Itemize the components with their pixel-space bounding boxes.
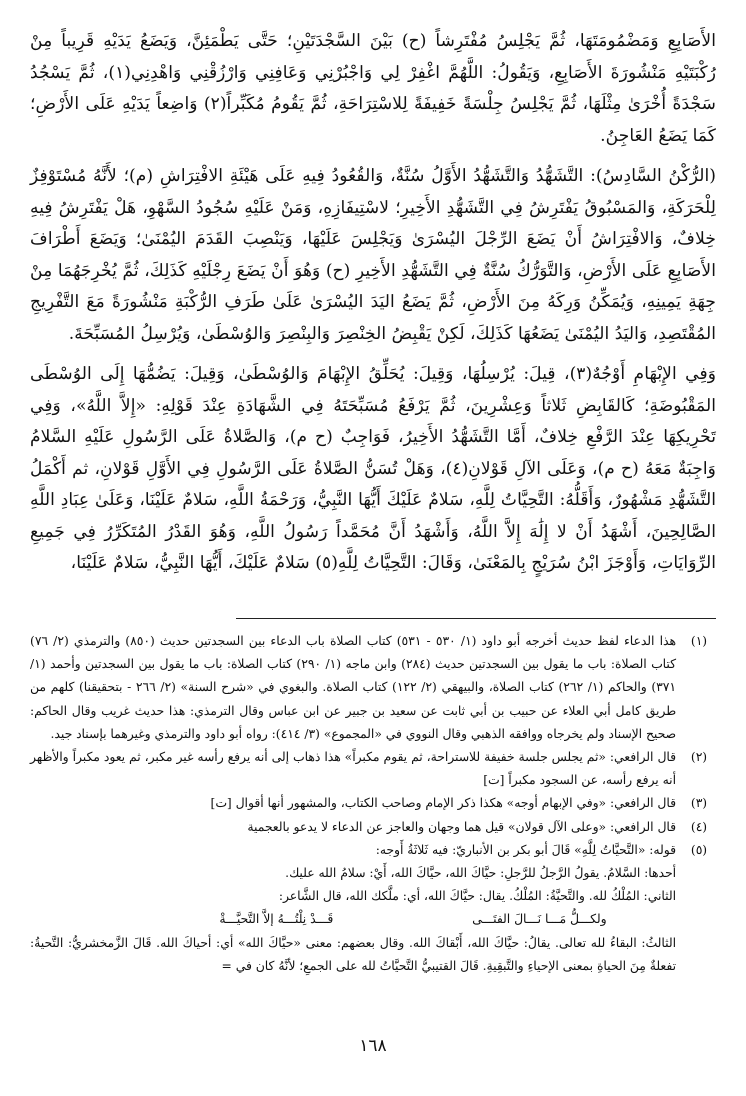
footnote-text: قال الرافعي: «وفي الإبهام أوجه» هكذا ذكر الإمام وصاحب الكتاب، والمشهور أنها أقوال [ت]: [210, 796, 676, 811]
footnote-number: (٥): [690, 842, 708, 857]
footnote-4: [30, 816, 716, 839]
footnote-text: قال الرافعي: «وعلى الآل قولان» قيل هما وجهان والعاجز عن الدعاء لا يدعو بالعجمية: [247, 819, 676, 834]
footnote-text: قال الرافعي: «ثم يجلس جلسة خفيفة للاستراحة، ثم يقوم مكبراً» هذا ذهاب إلى أنه يرفع رأسه غير مكبر، ثم يعود مكبراً والأظهر أنه يرفع رأسه، عن السجود مكبراً [ت]: [30, 750, 676, 788]
footnote-2: [30, 746, 716, 792]
footnote-3: [30, 792, 716, 815]
footnotes: [30, 630, 716, 978]
main-text: [30, 26, 716, 580]
footnote-number: (١): [690, 634, 708, 648]
footnote-number: (٣): [690, 796, 708, 811]
footnote-5: [30, 839, 716, 862]
verse-first-hemistich: ولكـــلُّ مَـــا نَـــالَ الفتَـــى: [472, 912, 607, 927]
footnote-text: قوله: «التَّحيَّاتُ لِلَّهِ» قَالَ أبو بكر بن الأنباريّ: فيه ثَلاثَةُ أَوجه:: [375, 842, 676, 857]
footnote-separator: [236, 618, 716, 619]
footnote-5-line-2: الثاني: المُلْكُ لله. والتَّحيَّةُ: المُلْكُ. يقال: حيَّاكَ الله، أي: ملَّكك الله، قال الشَّاعر:: [278, 889, 676, 904]
main-paragraph-3: وَفِي الإِبْهَامِ أَوْجُهٌ(٣)، قِيلَ: يُرْسِلُهَا، وَقِيلَ: يُحَلِّقُ الإِبْهَامَ وَالوُسْطَىٰ، وَقِيلَ: يَضُمُّهَا إِلَى الوُسْطَى المَقْبُوضَةِ؛ كَالقَابِضِ ثَلاثاً وَعِشْرِينَ، ثُمَّ يَرْفَعُ مُسَبِّحَتَهُ فِي الشَّهَادَةِ عِنْدَ قَوْلِهِ: «إِلاَّ اللَّهُ»، وَفِي تَحْرِيكِهَا عِنْدَ الرَّفْعِ خِلافٌ، أَمَّا التَّشَهُّدُ الأَخِيرُ، فَوَاجِبٌ (ح م)، وَالصَّلاةُ عَلَى الرَّسُولِ عَلَيْهِ السَّلامُ وَاجِبَةٌ مَعَهُ (ح م)، وَعَلَى الآلِ قَوْلانِ(٤)، وَهَلْ تُسَنُّ الصَّلاةُ عَلَى الرَّسُولِ فِي الأَوَّلِ قَوْلانِ، ثم أَكْمَلُ التَّشَهُّدِ مَشْهُورٌ، وَأَقَلُّهُ: التَّحِيَّاتُ لِلَّهِ، سَلامٌ عَلَيْكَ أَيُّهَا النَّبِيُّ، وَرَحْمَةُ اللَّهِ، سَلامٌ عَلَيْنَا، وَعَلَىٰ عِبَادِ اللَّهِ الصَّالِحِينَ، أَشْهَدُ أَنْ لا إِلَٰهَ إِلاَّ اللَّهُ، وَأَشْهَدُ أَنَّ مُحَمَّداً رَسُولُ اللَّهِ، وَهُوَ القَدْرُ المُتَكَرِّرُ فِي جَمِيعِ الرِّوَايَاتِ، وَأَوْجَزَ ابْنُ سُرَيْجٍ بِالمَعْنَىٰ، وَقَالَ: التَّحِيَّاتُ لِلَّهِ(٥) سَلامٌ عَلَيْكَ، أَيُّهَا النَّبِيُّ، سَلامٌ عَلَيْنَا،: [30, 364, 716, 573]
main-paragraph-1: الأَصَابِعِ وَمَضْمُومَتَهَا، ثُمَّ يَجْلِسُ مُفْتَرِشاً (ح) بَيْنَ السَّجْدَتَيْنِ؛ حَتَّى يَطْمَئِنَّ، وَيَضَعُ يَدَيْهِ قَرِيباً مِنْ رُكْبَتَيْهِ مَنْشُورَةَ الأَصَابِعِ، وَيَقُولُ: اللَّهُمَّ اغْفِرْ لِي وَاجْبُرْنِي وَعَافِنِي وَارْزُقْنِي وَاهْدِنِي(١)، ثُمَّ يَسْجُدُ سَجْدَةً أُخْرَىٰ مِثْلَهَا، ثُمَّ يَجْلِسُ جِلْسَةً خَفِيفَةً لِلاسْتِرَاحَةِ، ثُمَّ يَقُومُ مُكَبِّراً(٢) وَاضِعاً يَدَيْهِ عَلَى الأَرْضِ؛ كَمَا يَضَعُ العَاجِنُ.: [30, 31, 717, 146]
verse-second-hemistich: قَـــدْ نِلْتُـــهُ إلاَّ التَّحيَّـــةْ: [219, 912, 334, 927]
poetry-verse: [30, 908, 716, 931]
footnote-number: (٤): [690, 819, 708, 834]
footnote-5-line-1: أحدها: السَّلامُ. يقولُ الرَّجلُ للرَّجلِ: حيَّاكَ الله، حيَّاكَ الله، أَيْ: سلامُ الله عليك.: [285, 866, 676, 881]
footnote-1: [30, 630, 716, 746]
page-number: ١٦٨: [359, 1036, 387, 1056]
footnote-text: هذا الدعاء لفظ حديث أخرجه أبو داود (١/ ٥٣٠ - ٥٣١) كتاب الصلاة باب الدعاء بين السجدتين حديث (٨٥٠) والترمذي (٢/ ٧٦) كتاب الصلاة: باب ما يقول بين السجدتين حديث (٢٨٤) وابن ماجه (١/ ٢٩٠) كتاب الصلاة: باب ما يقول بين السجدتين وأحمد (١/ ٣٧١) والحاكم (١/ ٢٦٢) كتاب الصلاة، والبيهقي (٢/ ١٢٢) كتاب الصلاة. والبغوي في «شرح السنة» (٢/ ٢٦٦ - بتحقيقنا) كلهم من طريق كامل أبي العلاء عن حبيب بن أبي ثابت عن سعيد بن جبير عن ابن عباس وقال الترمذي: هذا حديث غريب وقال الحاكم: صحيح الإسناد ولم يخرجاه ووافقه الذهبي وقال النووي في «المجموع» (٣/ ٤١٤): رواه أبو داود والترمذي وغيرهما بإسناد جيد.: [30, 634, 676, 741]
footnote-number: (٢): [690, 750, 708, 765]
book-page: [30, 26, 716, 1076]
main-paragraph-2: (الرُّكْنُ السَّادِسُ): التَّشَهُّدُ وَالتَّشَهُّدُ الأَوَّلُ سُنَّةٌ، وَالقُعُودُ فِيهِ عَلَى هَيْئَةِ الافْتِرَاشِ (م)؛ لأَنَّهُ مُسْتَوْفِزٌ لِلْحَرَكَةِ، وَالمَسْبُوقُ يَفْتَرِشُ فِي التَّشَهُّدِ الأَخِيرِ؛ لاسْتِيفَازِهِ، وَمَنْ عَلَيْهِ سُجُودُ السَّهْوِ، هَلْ يَفْتَرِشُ فِيهِ خِلافٌ، وَالافْتِرَاشُ أَنْ يَضَعَ الرِّجْلَ اليُسْرَىٰ وَيَجْلِسَ عَلَيْهَا، وَيَنْصِبَ القَدَمَ اليُمْنَىٰ؛ وَيَضَعَ أَطْرَافَ الأَصَابِعِ عَلَى الأَرْضِ، وَالتَّوَرُّكُ سُنَّةٌ فِي التَّشَهُّدِ الأَخِيرِ (ح) وَهُوَ أَنْ يَضَعَ رِجْلَيْهِ كَذَلِكَ، ثُمَّ يُخْرِجَهُمَا مِنْ جِهَةِ يَمِينِهِ، وَيُمَكِّنُ وَرِكَهُ مِنَ الأَرْضِ، ثُمَّ يَضَعُ اليَدَ اليُسْرَىٰ عَلَىٰ طَرَفِ الرُّكْبَةِ مَنْشُورَةً مَعَ التَّفْرِيجِ المُقْتَصِدِ، وَاليَدُ اليُمْنَىٰ يَضَعُهَا كَذَلِكَ، لَكِنْ يَقْبِضُ الخِنْصِرَ وَالبِنْصِرَ وَالوُسْطَىٰ، وَيُرْسِلُ المُسَبِّحَةَ.: [30, 166, 716, 344]
footnote-5-line-3: الثالثُ: البقاءُ لله تعالى. يقالُ: حيَّاكَ الله، أَبْقاكَ الله. وقال بعضهم: معنى «حيَّاكَ الله» أي: أحياكَ الله. قَالَ الزَّمخشريُّ: التَّحيةُ: تفعلةٌ مِنَ الحياةِ بمعنى الإحياءِ والتَّبقِيةِ. قَالَ القتيبيُّ التَّحيَّاتُ لله على الجمعِ؛ لأنَّهُ كان في =: [30, 935, 676, 973]
